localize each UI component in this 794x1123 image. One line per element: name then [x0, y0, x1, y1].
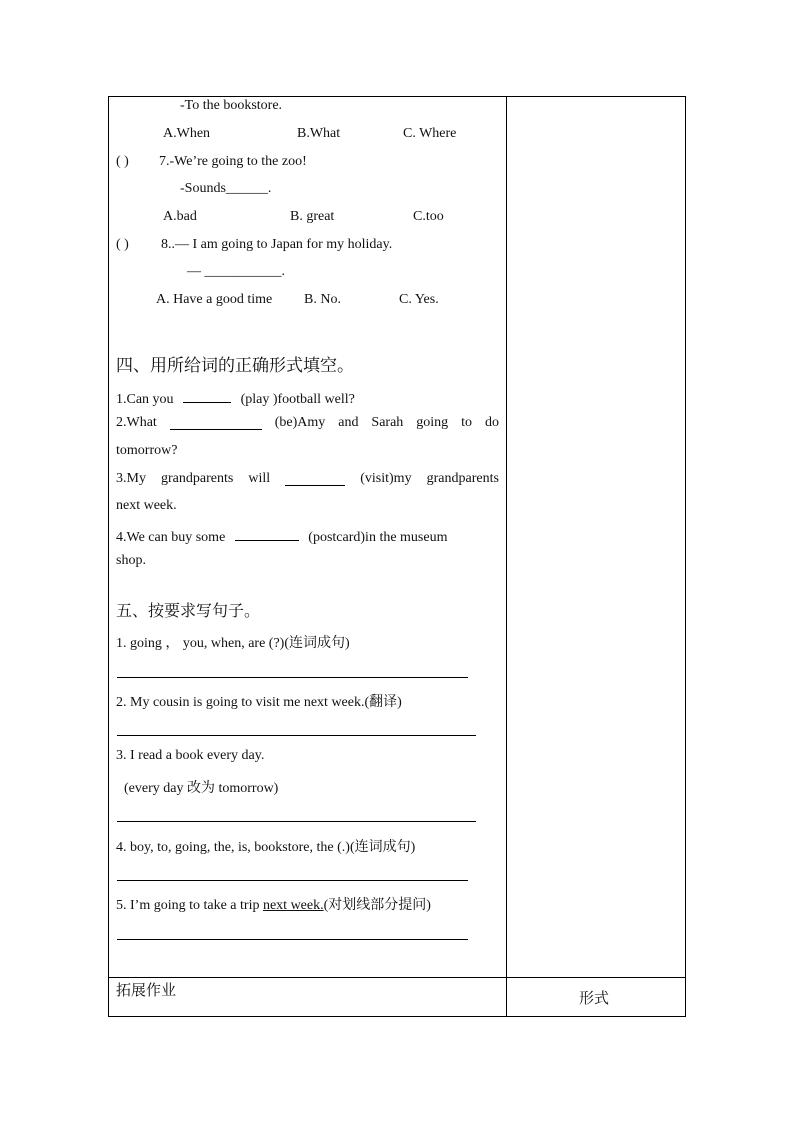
- q7-option-b: B. great: [290, 209, 335, 224]
- s4-q3-word: will: [248, 471, 271, 486]
- s5-q5: [116, 894, 431, 914]
- s5-q3-note: (every day 改为 tomorrow): [124, 781, 279, 796]
- s4-q3-blank[interactable]: [285, 471, 345, 486]
- s4-q2-word: do: [484, 415, 499, 430]
- table-border-bottom: [108, 1016, 686, 1017]
- s5-q4: 4. boy, to, going, the, is, bookstore, the (.)(连词成句): [116, 840, 416, 855]
- s4-q2-word: to: [461, 415, 472, 430]
- table-border-middle: [506, 96, 507, 1017]
- s5-q1: 1. going ， you, when, are (?)(连词成句): [116, 636, 350, 651]
- extended-homework-label: 拓展作业: [116, 981, 177, 999]
- s5-q5-answer-line[interactable]: [117, 939, 468, 940]
- q8-option-a: A. Have a good time: [156, 292, 273, 307]
- s5-q4-answer-line[interactable]: [117, 880, 468, 881]
- q8-option-c: C. Yes.: [399, 292, 439, 307]
- s5-q5-underlined: next week.: [262, 898, 324, 913]
- s4-q2-blank[interactable]: [170, 415, 262, 430]
- s5-q3-answer-line[interactable]: [117, 821, 476, 822]
- q6-option-b: B.What: [297, 126, 341, 141]
- s4-q3-word: grandparents: [426, 471, 499, 486]
- s4-q4-blank[interactable]: [235, 526, 299, 541]
- section-5-title: 五、按要求写句子。: [116, 601, 261, 620]
- s5-q5-text-post: (对划线部分提问): [323, 898, 431, 913]
- q7-option-c: C.too: [413, 209, 444, 224]
- q7-option-a: A.bad: [163, 209, 197, 224]
- s4-q2: [116, 415, 499, 431]
- s4-q1: [116, 388, 355, 408]
- s4-q4-continuation: shop.: [116, 553, 146, 568]
- s4-q4: [116, 526, 447, 546]
- table-border-right: [685, 96, 686, 1017]
- s5-q2-answer-line[interactable]: [117, 735, 476, 736]
- s4-q2-word: (be)Amy: [274, 415, 326, 430]
- q7-prompt: 7.-We’re going to the zoo!: [159, 154, 307, 169]
- q8-option-b: B. No.: [304, 292, 341, 307]
- s4-q1-blank[interactable]: [183, 388, 231, 403]
- table-row-divider: [108, 977, 686, 978]
- s4-q4-text-a: 4.We can buy some: [116, 530, 226, 545]
- q7-answer-paren[interactable]: ( ): [116, 154, 129, 169]
- s4-q2-word: going: [416, 415, 449, 430]
- s4-q2-word: and: [338, 415, 359, 430]
- q6-answer-line: -To the bookstore.: [180, 98, 283, 113]
- q8-reply: — ___________.: [187, 264, 285, 279]
- s4-q1-text-b: (play )football well?: [240, 392, 355, 407]
- q7-reply: -Sounds______.: [180, 181, 272, 196]
- s4-q1-text-a: 1.Can you: [116, 392, 174, 407]
- s4-q2-continuation: tomorrow?: [116, 443, 178, 458]
- s5-q2: 2. My cousin is going to visit me next week.(翻译): [116, 695, 402, 710]
- q8-prompt: 8..— I am going to Japan for my holiday.: [161, 237, 393, 252]
- s4-q4-text-b: (postcard)in the museum: [308, 530, 448, 545]
- s4-q2-word: Sarah: [371, 415, 404, 430]
- s5-q5-text-pre: 5. I’m going to take a trip: [116, 898, 263, 913]
- form-label: 形式: [579, 989, 610, 1007]
- s5-q1-answer-line[interactable]: [117, 677, 468, 678]
- q8-answer-paren[interactable]: ( ): [116, 237, 129, 252]
- q6-option-a: A.When: [163, 126, 211, 141]
- q6-option-c: C. Where: [403, 126, 457, 141]
- s4-q3-word: (visit)my: [360, 471, 412, 486]
- s4-q3: [116, 471, 499, 487]
- s4-q3-word: grandparents: [161, 471, 234, 486]
- s4-q3-continuation: next week.: [116, 498, 177, 513]
- s4-q2-word: 2.What: [116, 415, 157, 430]
- section-4-title: 四、用所给词的正确形式填空。: [116, 356, 354, 376]
- s5-q3: 3. I read a book every day.: [116, 748, 265, 763]
- table-border-top: [108, 96, 686, 97]
- s4-q3-word: 3.My: [116, 471, 146, 486]
- table-border-left: [108, 96, 109, 1017]
